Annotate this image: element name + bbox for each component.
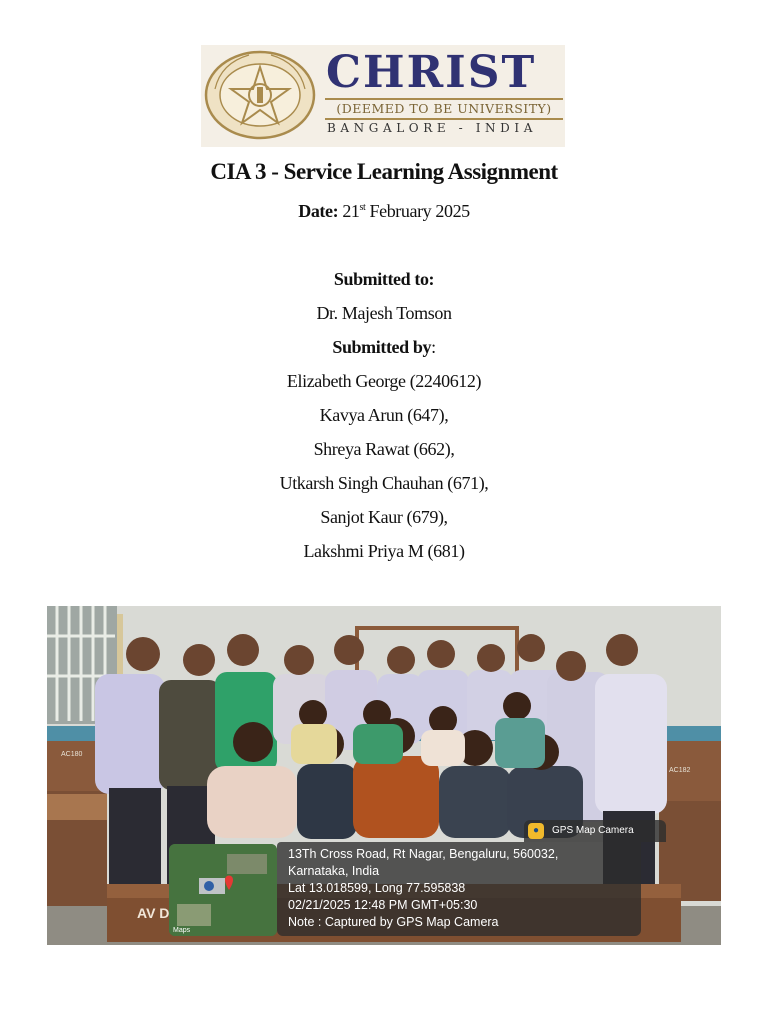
camera-app-icon: ● [528,823,544,839]
member-name: Kavya Arun (647), [319,405,449,425]
member-name: Sanjot Kaur (679), [320,507,448,527]
submitted-by-label: Submitted by: [332,337,436,357]
date-line [0,201,768,222]
submitted-to-name: Dr. Majesh Tomson [316,303,452,323]
logo-subtitle: (DEEMED TO BE UNIVERSITY) [325,98,563,120]
maps-tag: Maps [173,927,191,934]
logo-wordmark: CHRIST [326,47,537,98]
date-day: 21 [342,201,360,221]
logo-location: BANGALORE - INDIA [327,121,537,135]
member-name: Shreya Rawat (662), [313,439,455,459]
member-name: Lakshmi Priya M (681) [303,541,465,561]
submitted-to-label: Submitted to: [333,269,435,289]
bench-text: AV D [137,905,170,921]
gps-note: Note : Captured by GPS Map Camera [288,915,499,929]
university-seal-icon [201,49,319,141]
gps-timestamp: 02/21/2025 12:48 PM GMT+05:30 [288,898,478,912]
date-rest: February 2025 [369,201,470,221]
gps-coordinates: Lat 13.018599, Long 77.595838 [288,881,466,895]
gps-address-line: 13Th Cross Road, Rt Nagar, Bengaluru, 560032, [288,847,559,861]
document-title: CIA 3 - Service Learning Assignment [210,159,558,184]
group-photo [47,606,721,945]
desk-code: AC182 [669,767,691,774]
gps-region-line: Karnataka, India [288,864,380,878]
gps-info-panel [277,842,641,936]
date-suffix: st [359,202,366,213]
map-thumbnail-icon [169,844,277,936]
member-name: Utkarsh Singh Chauhan (671), [279,473,489,493]
university-logo [201,45,565,147]
desk-code: AC180 [61,751,83,758]
date-label: Date: [298,201,339,221]
gps-camera-badge: ● GPS Map Camera [524,820,666,842]
member-name: Elizabeth George (2240612) [286,371,482,391]
gps-mini-map [169,844,277,936]
